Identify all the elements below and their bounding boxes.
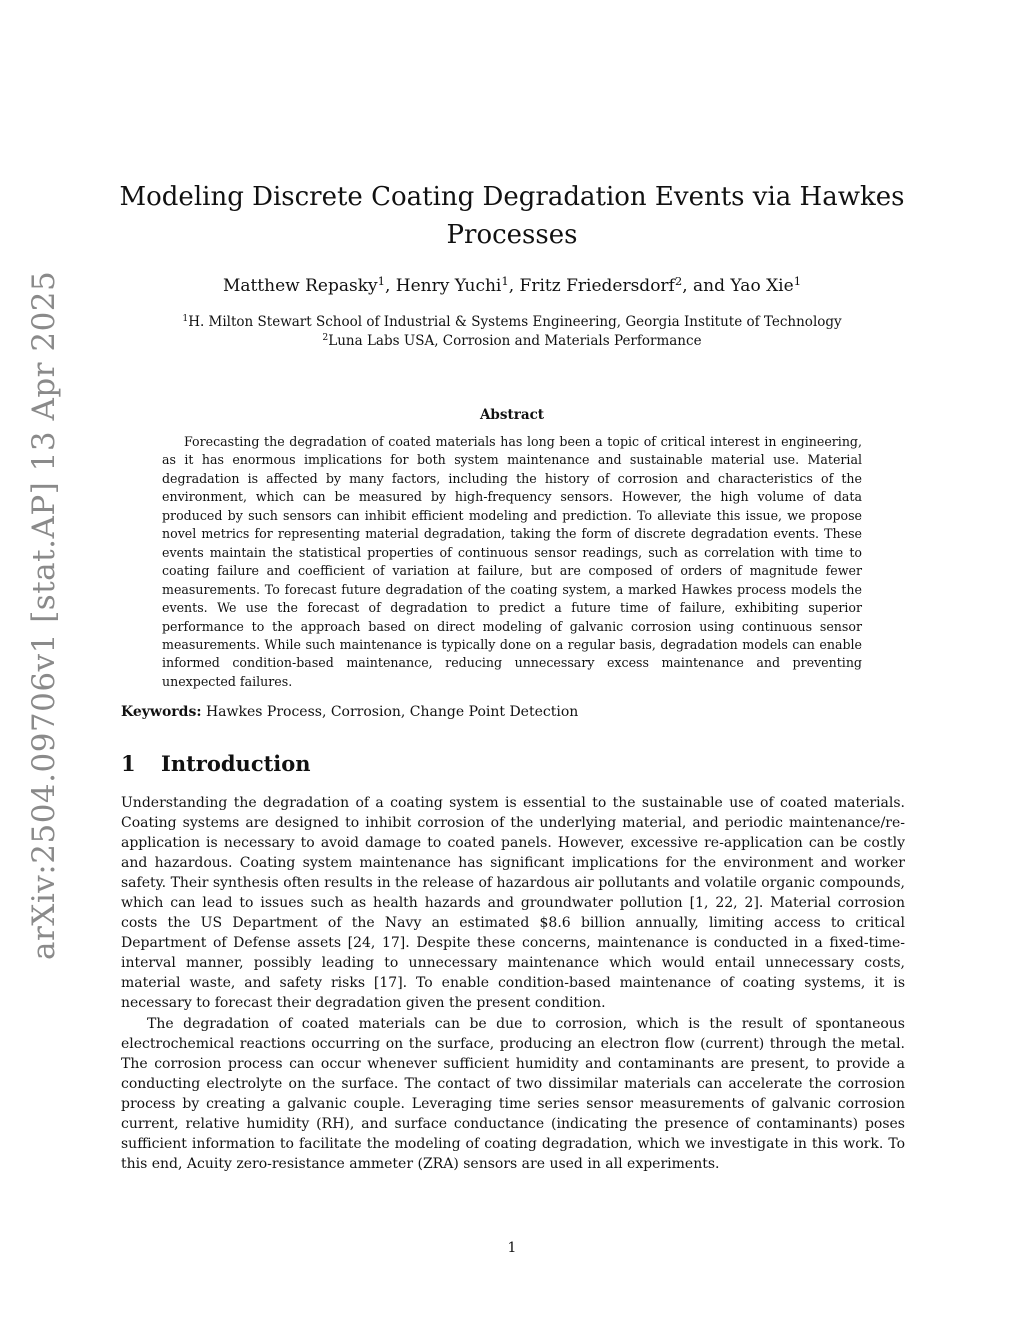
- abstract-text: Forecasting the degradation of coated materials has long been a topic of critical interest in engineering, as it has enormous implications for both system maintenance and sustainable material use. Material degradation is affected by many factors, including the history of corrosion and characteristics of the environment, which can be measured by high-frequency sensors. However, the high volume of data produced by such sensors can inhibit efficient modeling and prediction. To alleviate this issue, we propose novel metrics for representing material degradation, taking the form of discrete degradation events. These events maintain the statistical properties of continuous sensor readings, such as correlation with time to coating failure and coefficient of variation at failure, but are composed of orders of magnitude fewer measurements. To forecast future degradation of the coating system, a marked Hawkes process models the events. We use the forecast of degradation to predict a future time of failure, exhibiting superior performance to the approach based on direct modeling of galvanic corrosion using continuous sensor measurements. While such maintenance is typically done on a regular basis, degradation models can enable informed condition-based maintenance, reducing unnecessary excess maintenance and preventing unexpected failures.: [162, 434, 862, 689]
- keywords: [121, 702, 905, 722]
- author-list: [110, 273, 914, 299]
- author: Fritz Friedersdorf$^2$, and: [519, 273, 731, 296]
- paragraph: Understanding the degradation of a coating system is essential to the sustainable use of coated materials. Coating systems are designed to inhibit corrosion of the underlying material, and periodic maintenance/re-application is necessary to avoid damage to coated panels. However, excessive re-application can be costly and hazardous. Coating system maintenance has significant implications for the environment and worker safety. Their synthesis often results in the release of hazardous air pollutants and volatile organic compounds, which can lead to issues such as health hazards and groundwater pollution [1, 22, 2]. Material corrosion costs the US Department of the Navy an estimated $8.6 billion annually, limiting access to critical Department of Defense assets [24, 17]. Despite these concerns, maintenance is conducted in a fixed-time-interval manner, possibly leading to unnecessary maintenance which would entail unnecessary costs, material waste, and safety risks [17]. To enable condition-based maintenance of coating systems, it is necessary to forecast their degradation given the present condition.: [121, 795, 905, 1012]
- affiliation: $^1$H. Milton Stewart School of Industrial & Systems Engineering, Georgia Institute of Technology: [182, 312, 842, 330]
- author: Matthew Repasky$^1$,: [222, 273, 396, 296]
- author: Yao Xie$^1$: [730, 273, 802, 296]
- abstract-heading: Abstract: [479, 407, 545, 423]
- paper-title: Modeling Discrete Coating Degradation Events via Hawkes Processes: [119, 182, 905, 250]
- affiliation-list: [110, 313, 914, 351]
- paragraph: The degradation of coated materials can be due to corrosion, which is the result of spontaneous electrochemical reactions occurring on the surface, producing an electron flow (current) through the metal. The corrosion process can occur whenever sufficient humidity and contaminants are present, to provide a conducting electrolyte on the surface. The contact of two dissimilar materials can accelerate the corrosion process by creating a galvanic couple. Leveraging time series sensor measurements of galvanic corrosion current, relative humidity (RH), and surface conductance (indicating the presence of contaminants) poses sufficient information to facilitate the modeling of coating degradation, which we investigate in this work. To this end, Acuity zero-resistance ammeter (ZRA) sensors are used in all experiments.: [121, 1015, 905, 1172]
- author: Henry Yuchi$^1$,: [395, 273, 520, 296]
- section-heading: [121, 749, 905, 779]
- keywords-label: Keywords:: [121, 704, 202, 720]
- arxiv-identifier-stamp: arXiv:2504.09706v1 [stat.AP] 13 Apr 2025: [26, 270, 62, 960]
- introduction-body: [121, 793, 905, 1174]
- keywords-text: Hawkes Process, Corrosion, Change Point Detection: [205, 704, 579, 720]
- section-title: Introduction: [161, 751, 311, 776]
- section-number: 1: [121, 751, 136, 776]
- page-number: 1: [507, 1240, 517, 1256]
- affiliation: $^2$Luna Labs USA, Corrosion and Materials Performance: [322, 331, 702, 349]
